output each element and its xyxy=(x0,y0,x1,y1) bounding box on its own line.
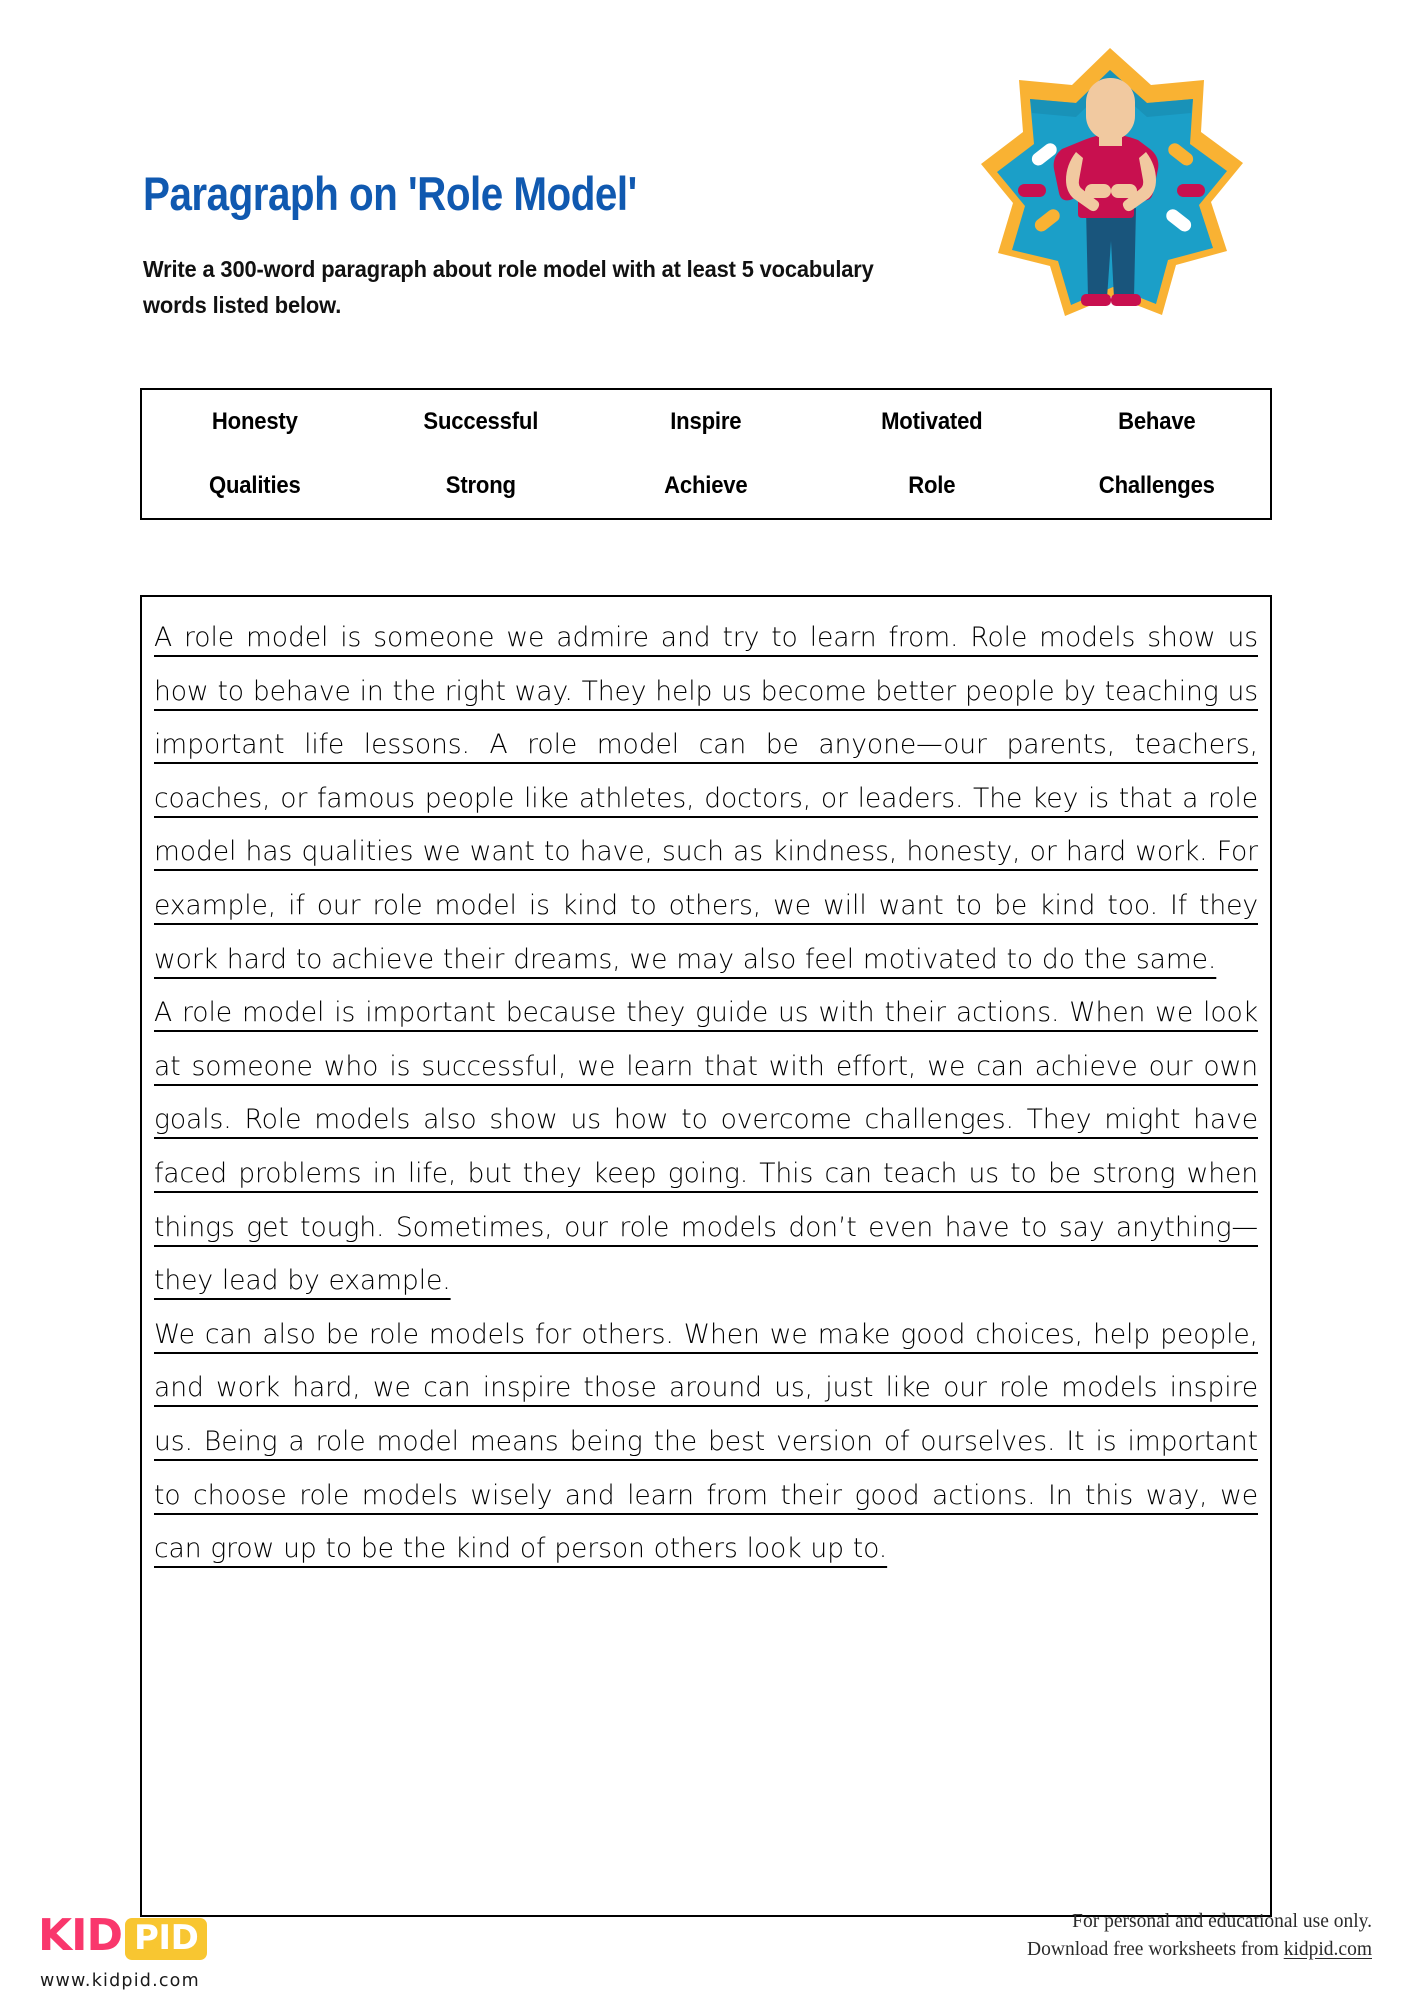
vocabulary-word: Role xyxy=(908,472,956,499)
figure-hand-left xyxy=(1085,184,1111,198)
accent-dash-left-crimson xyxy=(1018,184,1046,197)
vocabulary-word: Qualities xyxy=(208,472,301,499)
paragraph-answer-box[interactable] xyxy=(140,595,1272,1917)
vocabulary-word: Successful xyxy=(423,408,538,435)
footer-note-line-2 xyxy=(1027,1936,1372,1964)
vocabulary-row xyxy=(142,454,1270,518)
vocabulary-word: Honesty xyxy=(211,408,298,435)
worksheet-instructions: Write a 300-word paragraph about role model with at least 5 vocabulary words listed below. xyxy=(143,256,874,318)
answer-paragraph-2 xyxy=(154,986,1258,1308)
answer-paragraph-3 xyxy=(154,1308,1258,1576)
worksheet-header xyxy=(0,0,1414,330)
vocabulary-word-box xyxy=(140,388,1272,520)
footer-note-prefix: Download free worksheets from xyxy=(1027,1939,1284,1961)
answer-paragraph-3-text: We can also be role models for others. When we make good choices, help people, and work hard, we can inspire those around us, just like our role models inspire us. Being a role model means being the best version of ourselves. It is important to choose role models wisely and learn from their good actions. In this way, we can grow up to be the kind of person others look up to. xyxy=(154,1318,1258,1565)
kidpid-logo[interactable] xyxy=(38,1910,207,1991)
figure-foot-left xyxy=(1081,294,1111,306)
vocabulary-word: Achieve xyxy=(664,472,748,499)
kidpid-download-link[interactable]: kidpid.com xyxy=(1283,1939,1372,1961)
figure-foot-right xyxy=(1111,294,1141,306)
kidpid-logo-mark xyxy=(38,1910,207,1962)
page-title: Paragraph on 'Role Model' xyxy=(143,167,637,220)
figure-head xyxy=(1086,78,1135,140)
worksheet-footer xyxy=(0,1910,1414,2000)
logo-pid-text: PID xyxy=(125,1918,207,1960)
answer-paragraph-1 xyxy=(154,611,1258,986)
vocabulary-word: Inspire xyxy=(670,408,742,435)
figure-hand-right xyxy=(1111,184,1137,198)
vocabulary-word: Strong xyxy=(445,472,516,499)
logo-kid-text: KID xyxy=(38,1910,122,1961)
footer-note-line-1: For personal and educational use only. xyxy=(1072,1911,1372,1932)
vocabulary-word: Behave xyxy=(1118,408,1196,435)
vocabulary-row xyxy=(142,390,1270,454)
answer-paragraph-1-text: A role model is someone we admire and try to learn from. Role models show us how to behave in the right way. They help us become better people by teaching us important life lessons. A role model can be anyone—our parents, teachers, coaches, or famous people like athletes, doctors, or leaders. The key is that a role model has qualities we want to have, such as kindness, honesty, or hard work. For example, if our role model is kind to others, we will want to be kind too. If they work hard to achieve their dreams, we may also feel motivated to do the same. xyxy=(154,622,1258,975)
answer-paragraph-2-text: A role model is important because they guide us with their actions. When we look at someone who is successful, we learn that with effort, we can achieve our own goals. Role models also show us how to overcome challenges. They might have faced problems in life, but they keep going. This can teach us to be strong when things get tough. Sometimes, our role models don’t even have to say anything—they lead by example. xyxy=(154,997,1258,1297)
footer-usage-note xyxy=(1027,1908,1372,1965)
vocabulary-word: Motivated xyxy=(880,408,983,435)
accent-dash-right-crimson xyxy=(1177,184,1205,197)
role-model-badge-illustration xyxy=(955,36,1265,326)
logo-website-url: www.kidpid.com xyxy=(40,1971,200,1991)
vocabulary-word: Challenges xyxy=(1099,472,1216,499)
